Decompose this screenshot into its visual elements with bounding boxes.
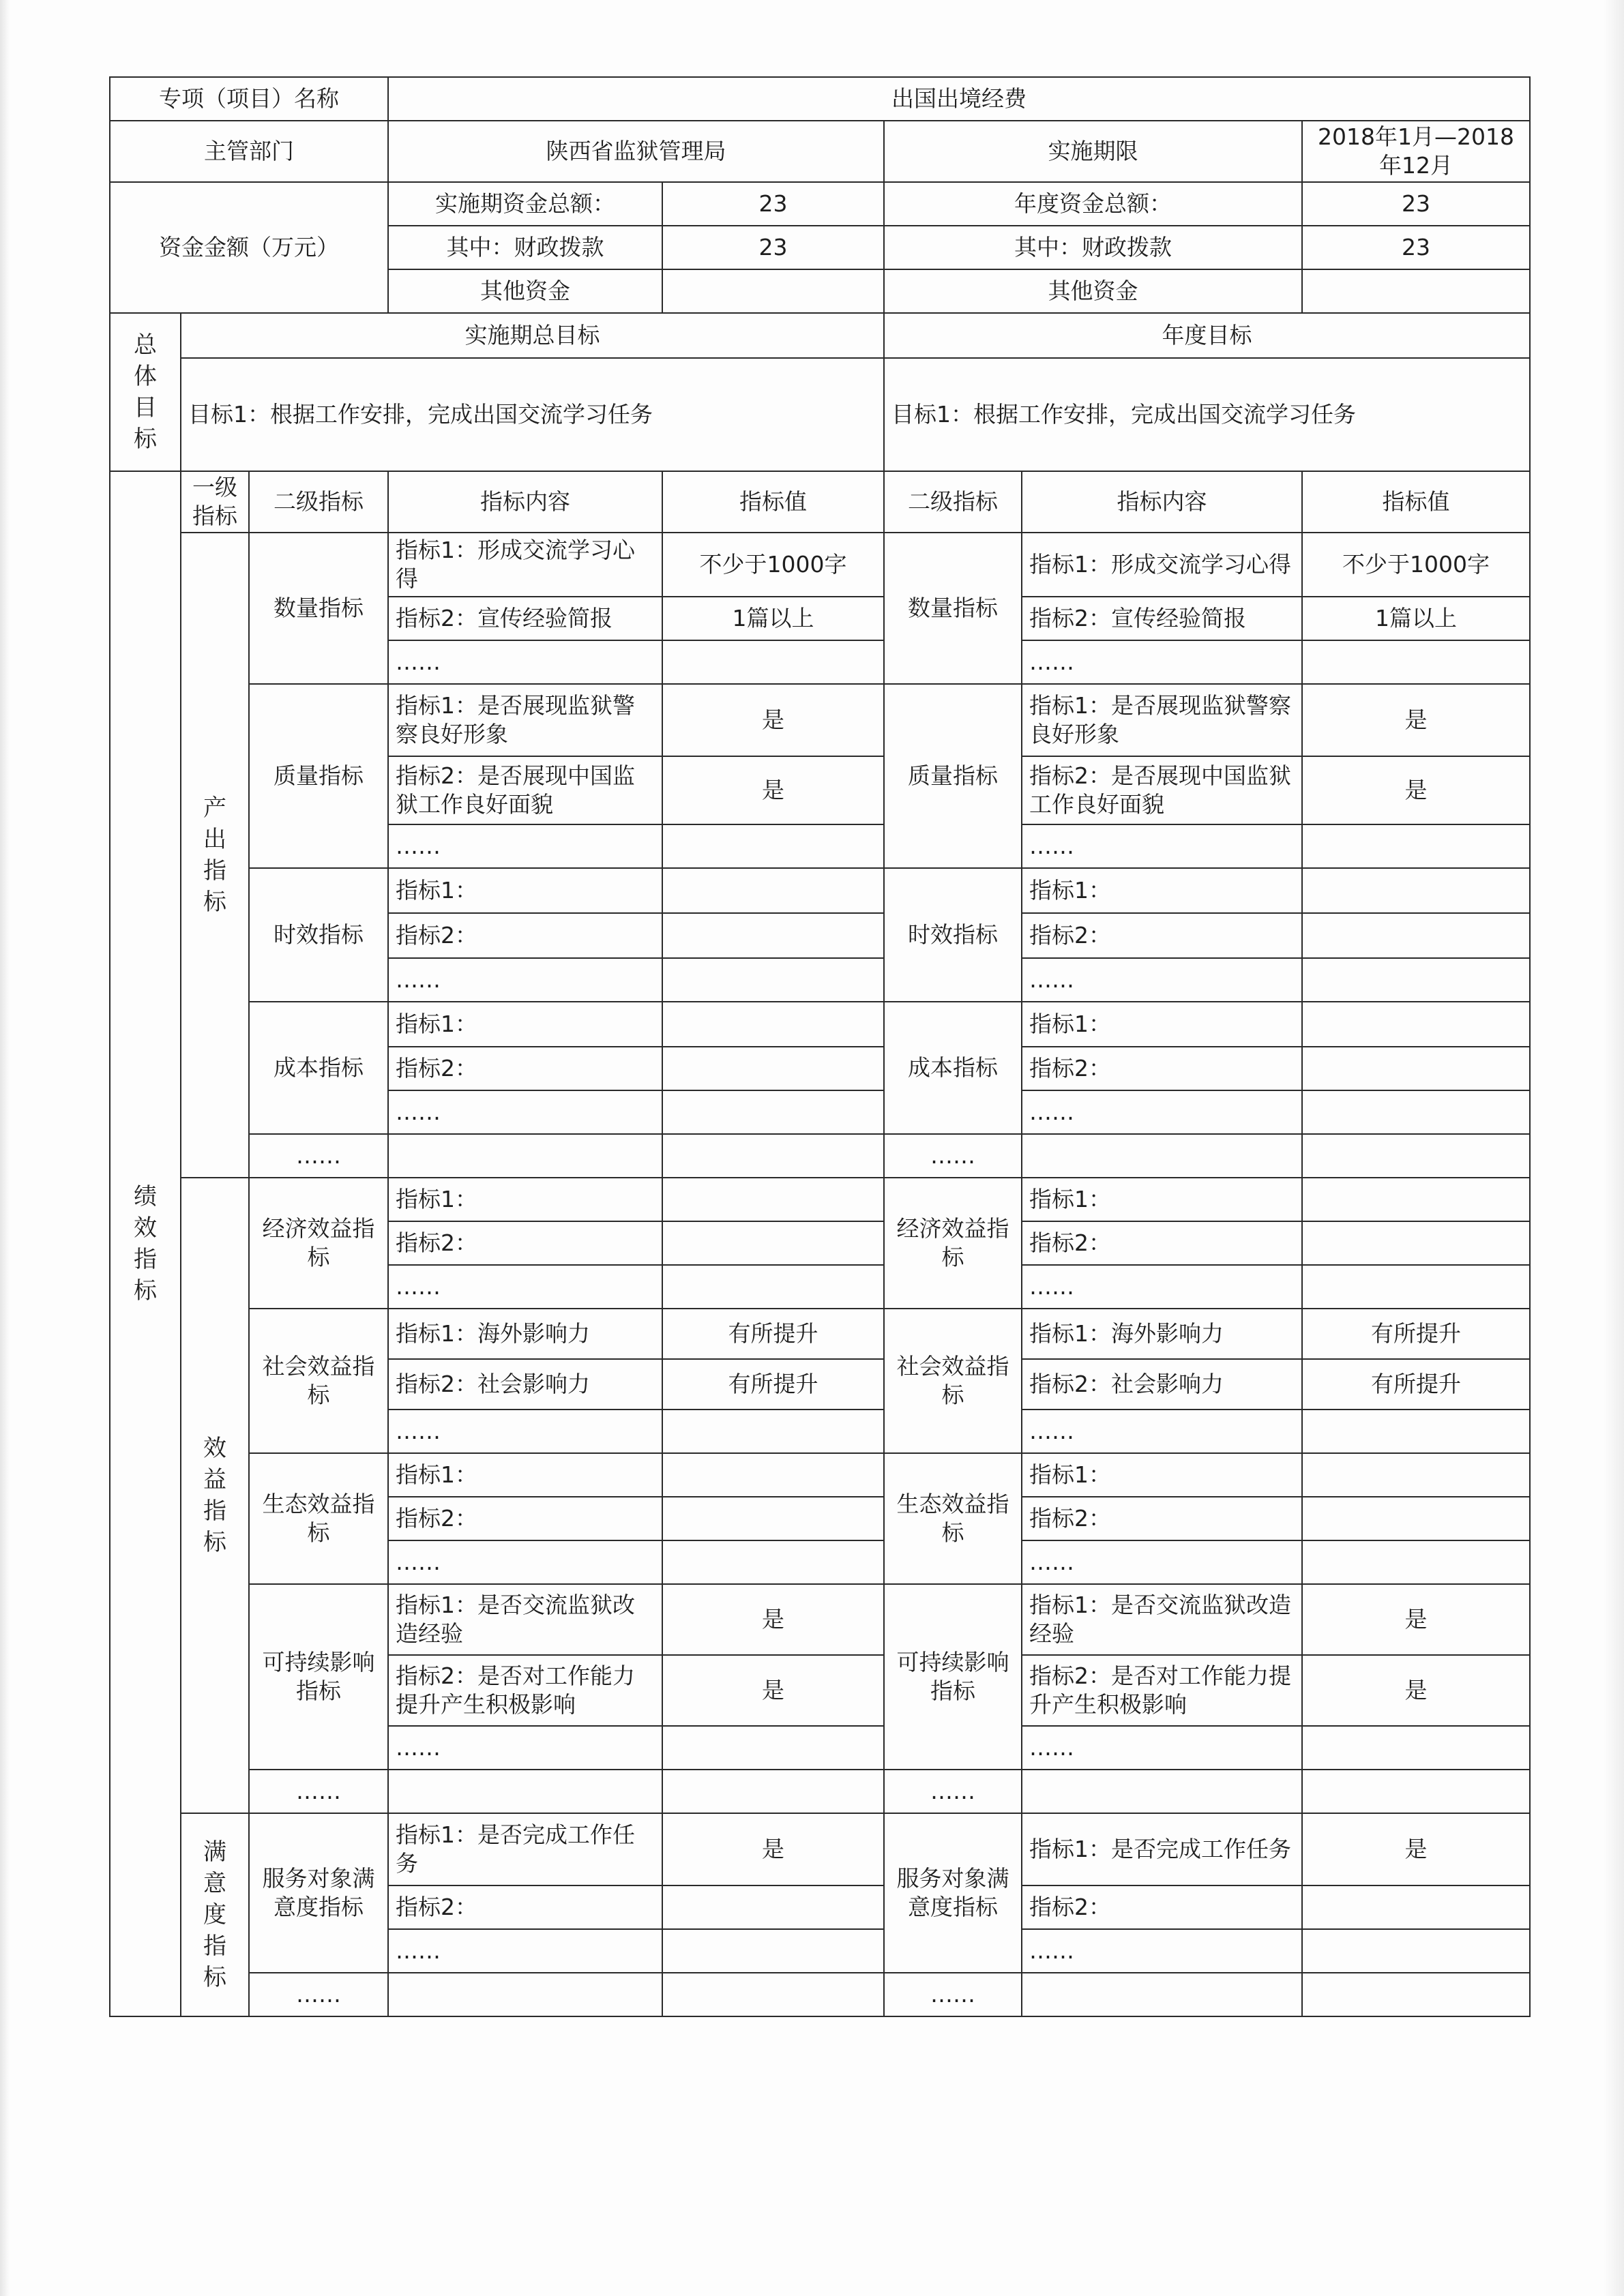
empty-cell	[662, 1047, 884, 1090]
timeliness-i1-year: 指标1：	[1022, 868, 1302, 913]
empty-cell	[662, 640, 884, 684]
service-i1-year: 指标1：是否完成工作任务	[1022, 1813, 1302, 1885]
empty-cell	[662, 1221, 884, 1265]
cost-label-period: 成本指标	[249, 1002, 388, 1134]
cost-label-year: 成本指标	[884, 1002, 1022, 1134]
quantity-i1-period: 指标1：形成交流学习心得	[388, 533, 662, 597]
empty-cell	[1302, 1929, 1530, 1973]
social-v1-period: 有所提升	[662, 1309, 884, 1359]
social-label-period: 社会效益指标	[249, 1309, 388, 1453]
sustainable-v2-period: 是	[662, 1655, 884, 1726]
empty-cell	[662, 1265, 884, 1309]
economic-i1-year: 指标1：	[1022, 1178, 1302, 1221]
service-v1-year: 是	[1302, 1813, 1530, 1885]
quantity-v2-period: 1篇以上	[662, 597, 884, 640]
project-name-label: 专项（项目）名称	[110, 77, 388, 121]
service-more-period: ……	[388, 1929, 662, 1973]
ecological-i1-year: 指标1：	[1022, 1453, 1302, 1497]
social-v2-period: 有所提升	[662, 1359, 884, 1410]
fiscal-year-value: 23	[1302, 226, 1530, 269]
empty-cell	[662, 1885, 884, 1929]
performance-target-table	[109, 76, 1531, 2017]
economic-label-period: 经济效益指标	[249, 1178, 388, 1309]
empty-cell	[662, 1929, 884, 1973]
quality-label-period: 质量指标	[249, 684, 388, 868]
social-v2-year: 有所提升	[1302, 1359, 1530, 1410]
empty-cell	[1022, 1134, 1302, 1178]
empty-cell	[662, 1497, 884, 1540]
value-header-period: 指标值	[662, 471, 884, 533]
social-i1-period: 指标1：海外影响力	[388, 1309, 662, 1359]
dept-label: 主管部门	[110, 121, 388, 182]
quantity-more-period: ……	[388, 640, 662, 684]
empty-cell	[662, 1726, 884, 1770]
service-more-year: ……	[1022, 1929, 1302, 1973]
timeliness-more-period: ……	[388, 958, 662, 1002]
empty-cell	[1302, 1178, 1530, 1221]
empty-cell	[662, 1973, 884, 2016]
empty-cell	[1302, 1265, 1530, 1309]
year-goal-text: 目标1：根据工作安排，完成出国交流学习任务	[884, 358, 1530, 471]
economic-i2-period: 指标2：	[388, 1221, 662, 1265]
quality-i2-year: 指标2：是否展现中国监狱工作良好面貌	[1022, 756, 1302, 824]
total-year-label: 年度资金总额：	[884, 182, 1302, 226]
empty-cell	[662, 958, 884, 1002]
empty-cell	[1302, 868, 1530, 913]
satisfaction-more-period: ……	[249, 1973, 388, 2016]
sustainable-i2-period: 指标2：是否对工作能力提升产生积极影响	[388, 1655, 662, 1726]
economic-i1-period: 指标1：	[388, 1178, 662, 1221]
ecological-more-period: ……	[388, 1540, 662, 1584]
timeliness-label-period: 时效指标	[249, 868, 388, 1002]
output-indicators-label: 产出指标	[181, 533, 249, 1178]
total-period-label: 实施期资金总额：	[388, 182, 662, 226]
project-name: 出国出境经费	[388, 77, 1530, 121]
empty-cell	[1302, 1221, 1530, 1265]
timeliness-i1-period: 指标1：	[388, 868, 662, 913]
year-goal-title: 年度目标	[884, 313, 1530, 358]
empty-cell	[1302, 1770, 1530, 1813]
funds-label: 资金金额（万元）	[110, 182, 388, 313]
ecological-i2-year: 指标2：	[1022, 1497, 1302, 1540]
empty-cell	[662, 1178, 884, 1221]
benefit-more-period: ……	[249, 1770, 388, 1813]
social-more-year: ……	[1022, 1410, 1302, 1453]
period-label: 实施期限	[884, 121, 1302, 182]
fiscal-period-label: 其中：财政拨款	[388, 226, 662, 269]
quality-more-period: ……	[388, 824, 662, 868]
social-i1-year: 指标1：海外影响力	[1022, 1309, 1302, 1359]
sustainable-i2-year: 指标2：是否对工作能力提升产生积极影响	[1022, 1655, 1302, 1726]
performance-indicators-label: 绩效指标	[110, 471, 181, 2016]
other-period-value	[662, 269, 884, 313]
empty-cell	[1302, 913, 1530, 958]
empty-cell	[662, 824, 884, 868]
ecological-more-year: ……	[1022, 1540, 1302, 1584]
empty-cell	[1302, 1002, 1530, 1047]
satisfaction-more-year: ……	[884, 1973, 1022, 2016]
other-period-label: 其他资金	[388, 269, 662, 313]
quantity-label-year: 数量指标	[884, 533, 1022, 684]
economic-label-year: 经济效益指标	[884, 1178, 1022, 1309]
timeliness-label-year: 时效指标	[884, 868, 1022, 1002]
empty-cell	[1302, 1090, 1530, 1134]
total-year-value: 23	[1302, 182, 1530, 226]
empty-cell	[1302, 1726, 1530, 1770]
sustainable-label-period: 可持续影响指标	[249, 1584, 388, 1770]
economic-more-year: ……	[1022, 1265, 1302, 1309]
service-i2-year: 指标2：	[1022, 1885, 1302, 1929]
service-label-period: 服务对象满意度指标	[249, 1813, 388, 1973]
period-goal-title: 实施期总目标	[181, 313, 884, 358]
sustainable-more-period: ……	[388, 1726, 662, 1770]
sustainable-v1-period: 是	[662, 1584, 884, 1655]
scan-edge-right	[1604, 0, 1624, 2296]
empty-cell	[662, 913, 884, 958]
fiscal-period-value: 23	[662, 226, 884, 269]
social-v1-year: 有所提升	[1302, 1309, 1530, 1359]
empty-cell	[1302, 1410, 1530, 1453]
quantity-label-period: 数量指标	[249, 533, 388, 684]
empty-cell	[662, 1090, 884, 1134]
empty-cell	[1302, 1973, 1530, 2016]
timeliness-i2-period: 指标2：	[388, 913, 662, 958]
quality-v1-period: 是	[662, 684, 884, 756]
sustainable-more-year: ……	[1022, 1726, 1302, 1770]
service-v1-period: 是	[662, 1813, 884, 1885]
cost-i2-period: 指标2：	[388, 1047, 662, 1090]
empty-cell	[1302, 1134, 1530, 1178]
empty-cell	[662, 1770, 884, 1813]
service-i2-period: 指标2：	[388, 1885, 662, 1929]
satisfaction-indicators-label: 满意度指标	[181, 1813, 249, 2016]
service-label-year: 服务对象满意度指标	[884, 1813, 1022, 1973]
period-goal-text: 目标1：根据工作安排，完成出国交流学习任务	[181, 358, 884, 471]
cost-more-year: ……	[1022, 1090, 1302, 1134]
quality-v1-year: 是	[1302, 684, 1530, 756]
level2-header-year: 二级指标	[884, 471, 1022, 533]
empty-cell	[1022, 1770, 1302, 1813]
cost-i1-period: 指标1：	[388, 1002, 662, 1047]
sustainable-i1-period: 指标1：是否交流监狱改造经验	[388, 1584, 662, 1655]
quality-label-year: 质量指标	[884, 684, 1022, 868]
quality-more-year: ……	[1022, 824, 1302, 868]
empty-cell	[662, 1453, 884, 1497]
empty-cell	[1302, 1540, 1530, 1584]
quantity-v2-year: 1篇以上	[1302, 597, 1530, 640]
sustainable-v1-year: 是	[1302, 1584, 1530, 1655]
cost-i2-year: 指标2：	[1022, 1047, 1302, 1090]
timeliness-more-year: ……	[1022, 958, 1302, 1002]
quality-i2-period: 指标2：是否展现中国监狱工作良好面貌	[388, 756, 662, 824]
fiscal-year-label: 其中：财政拨款	[884, 226, 1302, 269]
service-i1-period: 指标1：是否完成工作任务	[388, 1813, 662, 1885]
quantity-i1-year: 指标1：形成交流学习心得	[1022, 533, 1302, 597]
empty-cell	[662, 1002, 884, 1047]
total-period-value: 23	[662, 182, 884, 226]
social-i2-year: 指标2：社会影响力	[1022, 1359, 1302, 1410]
empty-cell	[1022, 1973, 1302, 2016]
empty-cell	[1302, 958, 1530, 1002]
level2-header-period: 二级指标	[249, 471, 388, 533]
empty-cell	[662, 1134, 884, 1178]
period-value: 2018年1月—2018年12月	[1302, 121, 1530, 182]
quantity-i2-period: 指标2：宣传经验简报	[388, 597, 662, 640]
ecological-i1-period: 指标1：	[388, 1453, 662, 1497]
empty-cell	[662, 1540, 884, 1584]
social-label-year: 社会效益指标	[884, 1309, 1022, 1453]
overall-goal-label: 总体目标	[110, 313, 181, 471]
sustainable-v2-year: 是	[1302, 1655, 1530, 1726]
other-year-label: 其他资金	[884, 269, 1302, 313]
benefit-more-year: ……	[884, 1770, 1022, 1813]
output-more-year: ……	[884, 1134, 1022, 1178]
social-more-period: ……	[388, 1410, 662, 1453]
economic-i2-year: 指标2：	[1022, 1221, 1302, 1265]
empty-cell	[388, 1134, 662, 1178]
quantity-v1-period: 不少于1000字	[662, 533, 884, 597]
other-year-value	[1302, 269, 1530, 313]
empty-cell	[662, 868, 884, 913]
quantity-v1-year: 不少于1000字	[1302, 533, 1530, 597]
social-i2-period: 指标2：社会影响力	[388, 1359, 662, 1410]
quality-i1-period: 指标1：是否展现监狱警察良好形象	[388, 684, 662, 756]
scan-edge-left	[0, 0, 10, 2296]
quantity-more-year: ……	[1022, 640, 1302, 684]
level1-header: 一级指标	[181, 471, 249, 533]
dept-value: 陕西省监狱管理局	[388, 121, 884, 182]
content-header-period: 指标内容	[388, 471, 662, 533]
quality-v2-period: 是	[662, 756, 884, 824]
cost-i1-year: 指标1：	[1022, 1002, 1302, 1047]
content-header-year: 指标内容	[1022, 471, 1302, 533]
cost-more-period: ……	[388, 1090, 662, 1134]
empty-cell	[1302, 1453, 1530, 1497]
timeliness-i2-year: 指标2：	[1022, 913, 1302, 958]
ecological-label-period: 生态效益指标	[249, 1453, 388, 1584]
benefit-indicators-label: 效益指标	[181, 1178, 249, 1813]
empty-cell	[662, 1410, 884, 1453]
quality-i1-year: 指标1：是否展现监狱警察良好形象	[1022, 684, 1302, 756]
sustainable-i1-year: 指标1：是否交流监狱改造经验	[1022, 1584, 1302, 1655]
empty-cell	[1302, 640, 1530, 684]
quality-v2-year: 是	[1302, 756, 1530, 824]
empty-cell	[1302, 824, 1530, 868]
empty-cell	[1302, 1047, 1530, 1090]
empty-cell	[388, 1973, 662, 2016]
quantity-i2-year: 指标2：宣传经验简报	[1022, 597, 1302, 640]
output-more-period: ……	[249, 1134, 388, 1178]
ecological-label-year: 生态效益指标	[884, 1453, 1022, 1584]
economic-more-period: ……	[388, 1265, 662, 1309]
empty-cell	[1302, 1885, 1530, 1929]
sustainable-label-year: 可持续影响指标	[884, 1584, 1022, 1770]
ecological-i2-period: 指标2：	[388, 1497, 662, 1540]
empty-cell	[388, 1770, 662, 1813]
value-header-year: 指标值	[1302, 471, 1530, 533]
empty-cell	[1302, 1497, 1530, 1540]
